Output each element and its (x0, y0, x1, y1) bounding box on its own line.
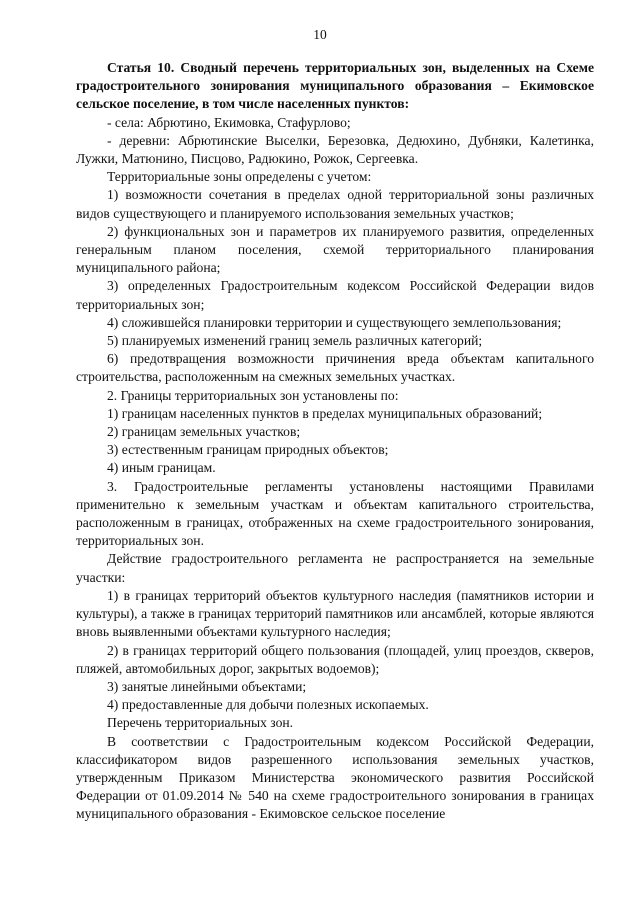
paragraph-zones-item-6: 6) предотвращения возможности причинения вреда объектам капитального строительства, расположенным на смежных земельных участках. (76, 351, 594, 385)
paragraph-exception-item-4: 4) предоставленные для добычи полезных ископаемых. (107, 697, 429, 713)
paragraph-hamlets: - деревни: Абрютинские Выселки, Березовка, Дедюхино, Дубняки, Калетинка, Лужки, Матюнино, Писцово, Радюкино, Рожок, Сергеевка. (76, 132, 594, 167)
page-number: 10 (313, 27, 327, 42)
paragraph-regulation-exceptions-intro: Действие градостроительного регламента не распространяется на земельные участки: (76, 551, 594, 585)
paragraph-zones-item-3: 3) определенных Градостроительным кодексом Российской Федерации видов территориальных зон; (76, 278, 594, 312)
paragraph-exception-item-1: 1) в границах территорий объектов культурного наследия (памятников истории и культуры), а также в границах территорий памятников или ансамблей, которые являются вновь выявленными объектами культурного наследия; (76, 587, 594, 640)
paragraph-zones-item-5: 5) планируемых изменений границ земель различных категорий; (107, 333, 483, 349)
paragraph-exception-item-3: 3) занятые линейными объектами; (107, 678, 307, 694)
paragraph-regulations: 3. Градостроительные регламенты установлены настоящими Правилами применительно к земельным участкам и объектам капитального строительства, расположенным в границах, отображенных на схеме градостроительного зонирования, территориальных зон. (76, 478, 594, 549)
article-heading: Статья 10. Сводный перечень территориальных зон, выделенных на Схеме градостроительного зонирования муниципального образования – Екимовское сельское поселение, в том числе населенных пунктов: (76, 60, 594, 112)
paragraph-zones-item-1: 1) возможности сочетания в пределах одной территориальной зоны различных видов существующего и планируемого использования земельных участков; (76, 187, 594, 221)
paragraph-zone-list-title: Перечень территориальных зон. (107, 715, 294, 731)
paragraph-zones-item-2: 2) функциональных зон и параметров их планируемого развития, определенных генеральным планом поселения, схемой территориального планирования муниципального района; (76, 223, 594, 276)
paragraph-legal-basis: В соответствии с Градостроительным кодексом Российской Федерации, классификатором видов разрешенного использования земельных участков, утвержденным Приказом Министерства экономического развития Российской Федерации от 01.09.2014 № 540 на схеме градостроительного зонирования в границах муниципального образования - Екимовское сельское поселение (76, 733, 594, 822)
document-body (76, 59, 594, 824)
paragraph-borders-item-2: 2) границам земельных участков; (107, 424, 301, 440)
paragraph-borders-intro: 2. Границы территориальных зон установлены по: (107, 387, 399, 403)
paragraph-villages: - села: Абрютино, Екимовка, Стафурлово; (107, 114, 351, 130)
paragraph-borders-item-4: 4) иным границам. (107, 460, 216, 476)
paragraph-zones-intro: Территориальные зоны определены с учетом: (107, 169, 372, 185)
paragraph-exception-item-2: 2) в границах территорий общего пользования (площадей, улиц проездов, скверов, пляжей, автомобильных дорог, закрытых водоемов); (76, 642, 594, 676)
paragraph-borders-item-1: 1) границам населенных пунктов в пределах муниципальных образований; (107, 405, 543, 421)
paragraph-borders-item-3: 3) естественным границам природных объектов; (107, 442, 389, 458)
paragraph-zones-item-4: 4) сложившейся планировки территории и существующего землепользования; (107, 314, 562, 330)
